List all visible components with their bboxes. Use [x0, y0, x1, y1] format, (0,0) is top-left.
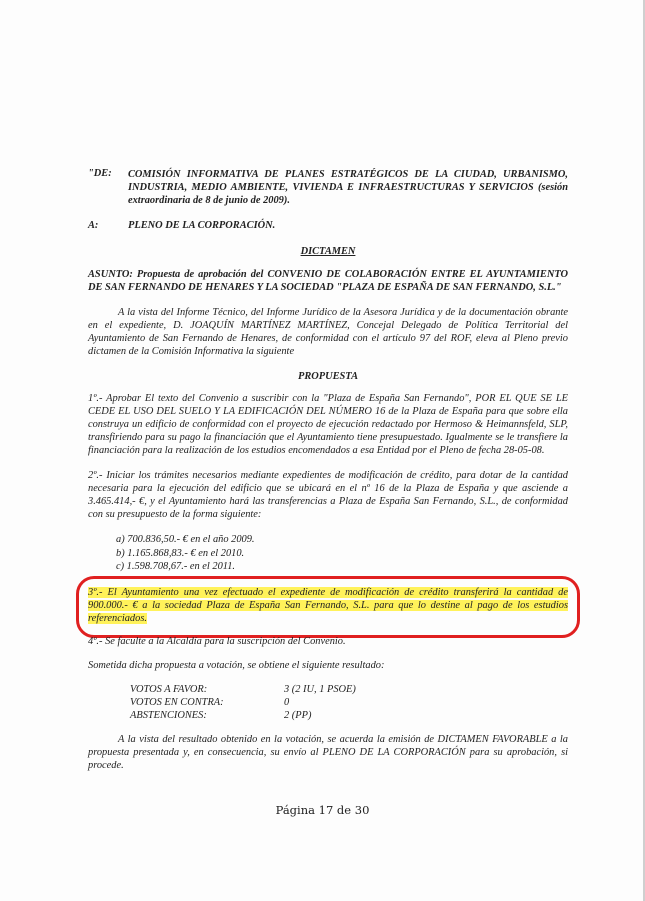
- vote-value: 0: [284, 697, 290, 708]
- vote-value: 2 (PP): [284, 710, 312, 721]
- vote-intro: Sometida dicha propuesta a votación, se obtiene el siguiente resultado:: [88, 660, 385, 671]
- point-4-paragraph: 4º.- Se faculte a la Alcaldía para la suscripción del Convenio.: [88, 636, 346, 647]
- asunto-paragraph: ASUNTO: Propuesta de aprobación del CONVENIO DE COLABORACIÓN ENTRE EL AYUNTAMIENTO DE SAN FERNANDO DE HENARES Y LA SOCIEDAD "PLAZA DE ESPAÑA DE SAN FERNANDO, S.L.": [88, 269, 568, 293]
- vote-row-favor: [130, 684, 356, 695]
- point-1-paragraph: 1º.- Aprobar El texto del Convenio a suscribir con la "Plaza de España San Fernando", POR EL QUE SE LE CEDE EL USO DEL SUELO Y LA EDIFICACIÓN DEL NÚMERO 16 de la Plaza de España para que sobre ella construya un edificio de conformidad con el proyecto de ejecución redactado por Hermoso & Heimannsfeld, SLP, transfiriendo para su pago la financiación que el Ayuntamiento tiene presupuestado. Igualmente se le transfiere la financiación para la realización de los estudios encomendados a esa Entidad por el Pleno de fecha 28-05-08.: [88, 393, 568, 456]
- de-label: "DE:: [88, 168, 112, 179]
- highlighted-text: 3º.- El Ayuntamiento una vez efectuado el expediente de modificación de crédito transferirá la cantidad de 900.000.- € a la sociedad Plaza de España San Fernando, S.L. para que lo destine al pago de los estudios referenciados.: [88, 587, 568, 624]
- vote-label: VOTOS EN CONTRA:: [130, 697, 224, 708]
- dictamen-title: DICTAMEN: [300, 246, 356, 257]
- vote-row-abstenciones: [130, 710, 311, 721]
- a-label: A:: [88, 220, 99, 231]
- payment-item-a: a) 700.836,50.- € en el año 2009.: [116, 534, 255, 545]
- payment-item-c: c) 1.598.708,67.- en el 2011.: [116, 561, 235, 572]
- vote-label: ABSTENCIONES:: [130, 710, 207, 721]
- vote-value: 3 (2 IU, 1 PSOE): [284, 684, 356, 695]
- intro-paragraph: A la vista del Informe Técnico, del Informe Jurídico de la Asesora Jurídica y de la documentación obrante en el expediente, D. JOAQUÍN MARTÍNEZ MARTÍNEZ, Concejal Delegado de Política Territorial del Ayuntamiento de San Fernando de Henares, de conformidad con el artículo 97 del ROF, eleva al Pleno previo dictamen de la Comisión Informativa la siguiente: [88, 307, 568, 357]
- conclusion-paragraph: A la vista del resultado obtenido en la votación, se acuerda la emisión de DICTAMEN FAVORABLE a la propuesta presentada y, en consecuencia, su envío al PLENO DE LA CORPORACIÓN para su aprobación, si procede.: [88, 734, 568, 771]
- payment-item-b: b) 1.165.868,83.- € en el 2010.: [116, 548, 245, 559]
- vote-row-contra: [130, 697, 289, 708]
- annotation-circle: [76, 576, 580, 638]
- de-text: COMISIÓN INFORMATIVA DE PLANES ESTRATÉGICOS DE LA CIUDAD, URBANISMO, INDUSTRIA, MEDIO AMBIENTE, VIVIENDA E INFRAESTRUCTURAS Y SERVICIOS (sesión extraordinaria de 8 de junio de 2009).: [128, 169, 568, 206]
- point-2-paragraph: 2º.- Iniciar los trámites necesarios mediante expedientes de modificación de crédito, para dotar de la cantidad necesaria para la ejecución del edificio que se ubicará en el nº 16 de la Plaza de España y que asciende a 3.465.414,- €, y el Ayuntamiento hará las transferencias a Plaza de España San Fernando, S.L., de conformidad con su presupuesto de la forma siguiente:: [88, 470, 568, 520]
- vote-label: VOTOS A FAVOR:: [130, 684, 208, 695]
- a-text: PLENO DE LA CORPORACIÓN.: [128, 220, 276, 231]
- page-number: Página 17 de 30: [275, 803, 370, 817]
- propuesta-title: PROPUESTA: [297, 371, 359, 382]
